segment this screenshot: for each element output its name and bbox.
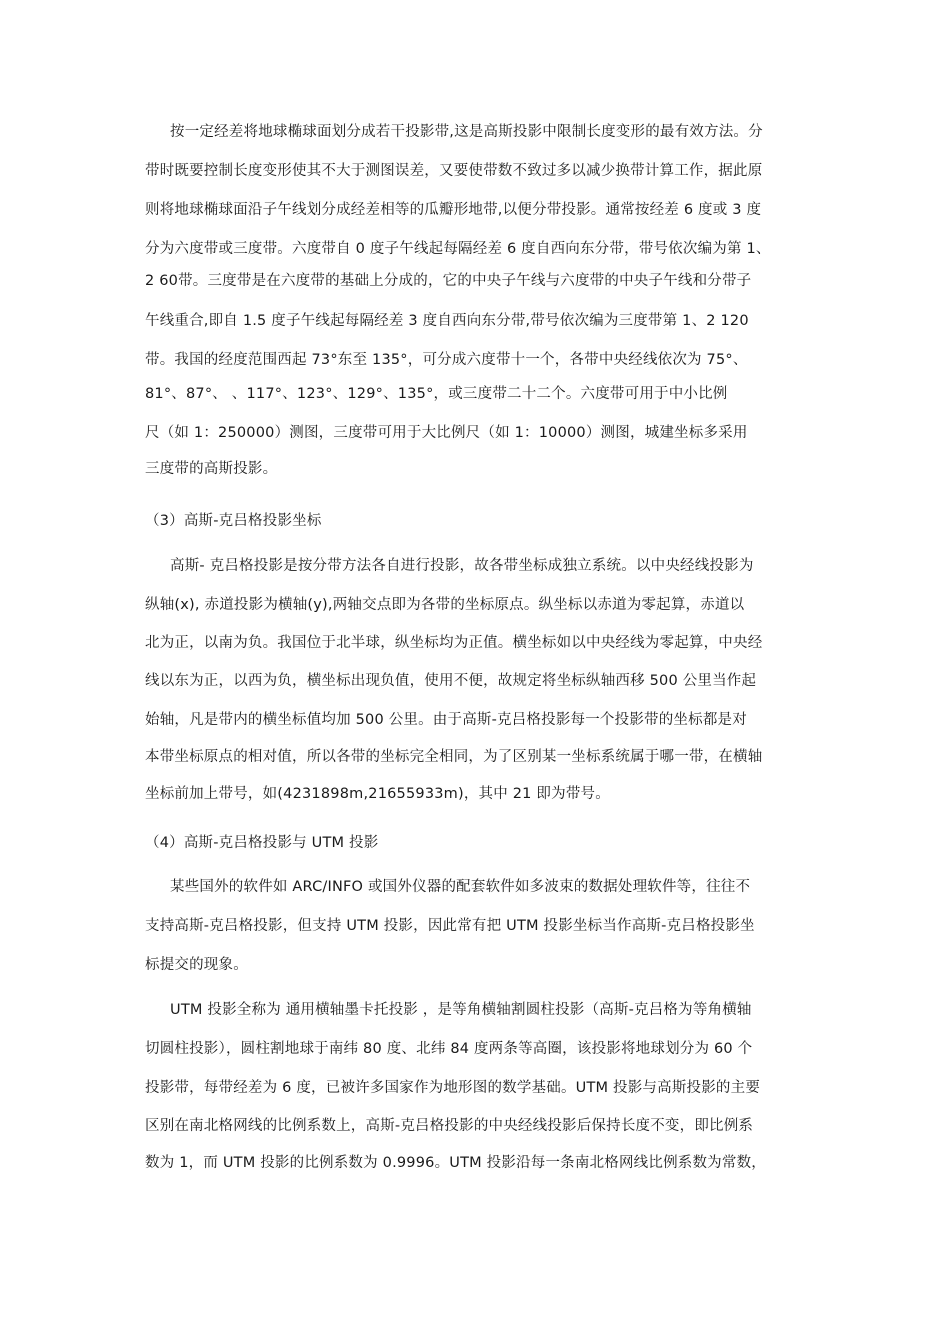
section-heading: （3）高斯-克吕格投影坐标 [145,513,322,529]
text-line: 某些国外的软件如 ARC/INFO 或国外仪器的配套软件如多波束的数据处理软件等，往往不 [170,879,751,895]
text-line: 坐标前加上带号，如(4231898m,21655933m)，其中 21 即为带号。 [145,786,610,802]
text-line: 投影带，每带经差为 6 度，已被许多国家作为地形图的数学基础。UTM 投影与高斯投影的主要 [145,1080,761,1096]
text-line: 带时既要控制长度变形使其不大于测图误差，又要使带数不致过多以减少换带计算工作，据此原 [145,163,763,179]
text-line: 纵轴(x), 赤道投影为横轴(y),两轴交点即为各带的坐标原点。纵坐标以赤道为零起算，赤道以 [145,597,745,613]
text-line: 切圆柱投影），圆柱割地球于南纬 80 度、北纬 84 度两条等高圈，该投影将地球划分为 60 个 [145,1041,753,1057]
text-line: 线以东为正，以西为负，横坐标出现负值，使用不便，故规定将坐标纵轴西移 500 公里当作起 [145,673,757,689]
text-line: 带。我国的经度范围西起 73°东至 135°，可分成六度带十一个，各带中央经线依次为 75°、 [145,352,748,368]
text-line: 高斯- 克吕格投影是按分带方法各自进行投影，故各带坐标成独立系统。以中央经线投影为 [170,558,754,574]
text-line: UTM 投影全称为 通用横轴墨卡托投影 ，是等角横轴割圆柱投影（高斯-克吕格为等角横轴 [170,1002,752,1018]
text-line: 2 60带。三度带是在六度带的基础上分成的，它的中央子午线与六度带的中央子午线和分带子 [145,273,752,289]
section-heading: （4）高斯-克吕格投影与 UTM 投影 [145,835,379,851]
text-line: 按一定经差将地球椭球面划分成若干投影带,这是高斯投影中限制长度变形的最有效方法。分 [170,124,763,140]
text-line: 标提交的现象。 [145,957,248,973]
text-line: 支持高斯-克吕格投影，但支持 UTM 投影，因此常有把 UTM 投影坐标当作高斯-克吕格投影坐 [145,918,755,934]
text-line: 午线重合,即自 1.5 度子午线起每隔经差 3 度自西向东分带,带号依次编为三度带第 1、2 120 [145,313,749,329]
text-line: 尺（如 1：250000）测图，三度带可用于大比例尺（如 1：10000）测图，城建坐标多采用 [145,425,748,441]
text-line: 81°、87°、 、117°、123°、129°、135°，或三度带二十二个。六度带可用于中小比例 [145,386,728,402]
text-line: 北为正，以南为负。我国位于北半球，纵坐标均为正值。横坐标如以中央经线为零起算，中央经 [145,635,763,651]
text-line: 数为 1，而 UTM 投影的比例系数为 0.9996。UTM 投影沿每一条南北格网线比例系数为常数， [145,1155,766,1171]
text-line: 区别在南北格网线的比例系数上，高斯-克吕格投影的中央经线投影后保持长度不变，即比例系 [145,1118,754,1134]
text-line: 则将地球椭球面沿子午线划分成经差相等的瓜瓣形地带,以便分带投影。通常按经差 6 度或 3 度 [145,202,762,218]
text-line: 始轴，凡是带内的横坐标值均加 500 公里。由于高斯-克吕格投影每一个投影带的坐标都是对 [145,712,747,728]
text-line: 分为六度带或三度带。六度带自 0 度子午线起每隔经差 6 度自西向东分带，带号依次编为第 1、 [145,241,771,257]
text-line: 本带坐标原点的相对值，所以各带的坐标完全相同，为了区别某一坐标系统属于哪一带，在横轴 [145,749,763,765]
text-line: 三度带的高斯投影。 [145,461,278,477]
